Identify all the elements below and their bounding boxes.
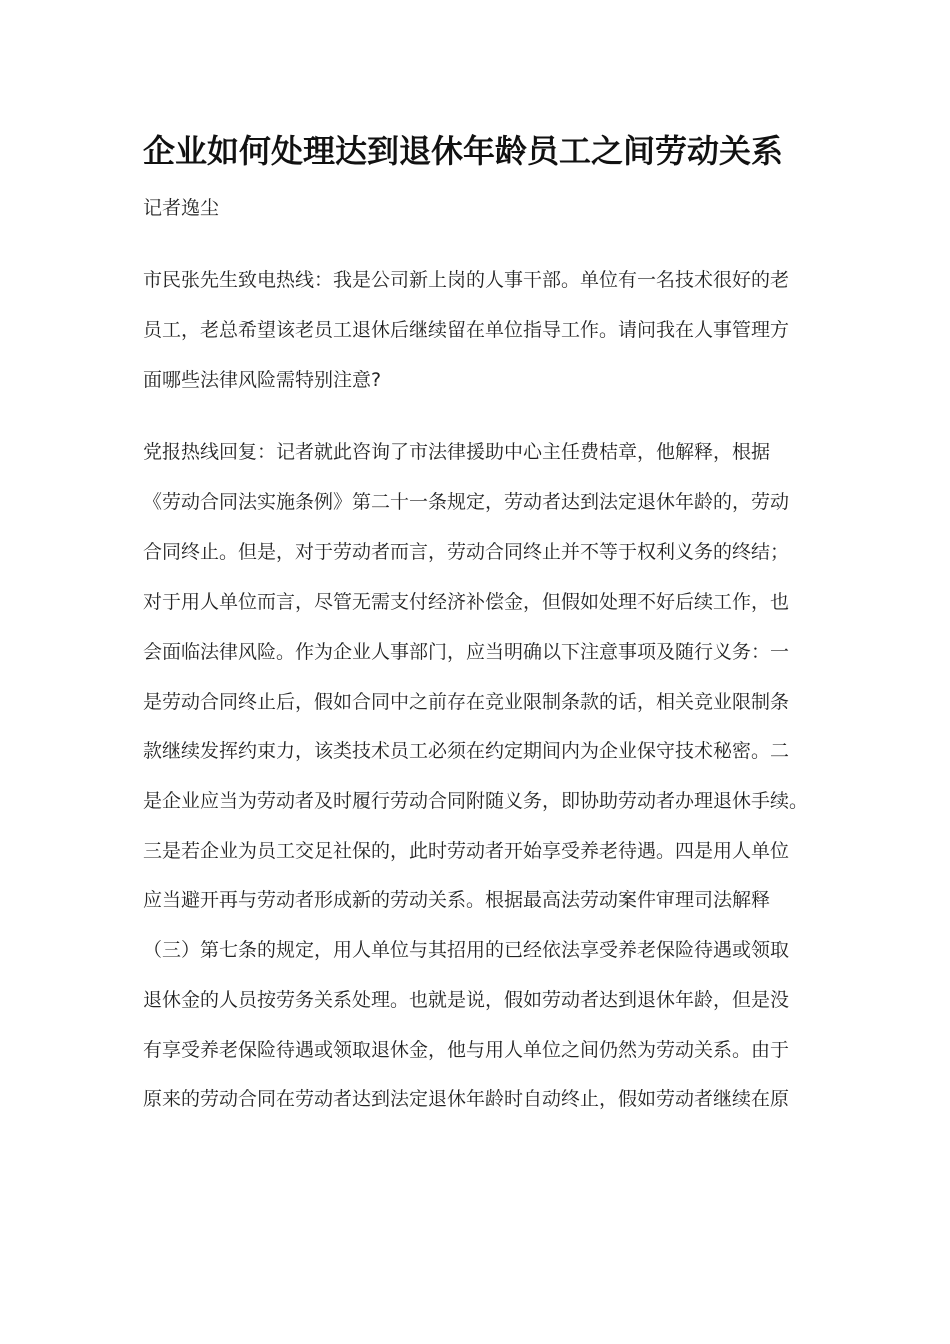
paragraph-2-line: （三）第七条的规定，用人单位与其招用的已经依法享受养老保险待遇或领取: [143, 939, 790, 961]
article-title: 企业如何处理达到退休年龄员工之间劳动关系: [143, 132, 784, 170]
paragraph-2-line: 合同终止。但是，对于劳动者而言，劳动合同终止并不等于权利义务的终结；: [143, 541, 790, 563]
paragraph-2-line: 《劳动合同法实施条例》第二十一条规定，劳动者达到法定退休年龄的，劳动: [143, 491, 790, 513]
paragraph-2-line: 原来的劳动合同在劳动者达到法定退休年龄时自动终止，假如劳动者继续在原: [143, 1088, 790, 1110]
paragraph-2-line: 党报热线回复：记者就此咨询了市法律援助中心主任费桔章，他解释，根据: [143, 441, 771, 463]
paragraph-2-line: 是企业应当为劳动者及时履行劳动合同附随义务，即协助劳动者办理退休手续。: [143, 790, 809, 812]
paragraph-1-line: 市民张先生致电热线：我是公司新上岗的人事干部。单位有一名技术很好的老: [143, 269, 790, 291]
paragraph-2-line: 是劳动合同终止后，假如合同中之前存在竞业限制条款的话，相关竞业限制条: [143, 691, 790, 713]
paragraph-2-line: 会面临法律风险。作为企业人事部门，应当明确以下注意事项及随行义务：一: [143, 641, 790, 663]
paragraph-2-line: 款继续发挥约束力，该类技术员工必须在约定期间内为企业保守技术秘密。二: [143, 740, 790, 762]
article-author: 记者逸尘: [143, 197, 220, 219]
paragraph-2-line: 应当避开再与劳动者形成新的劳动关系。根据最高法劳动案件审理司法解释: [143, 889, 771, 911]
paragraph-1-line: 面哪些法律风险需特别注意?: [143, 369, 382, 391]
paragraph-2-line: 对于用人单位而言，尽管无需支付经济补偿金，但假如处理不好后续工作，也: [143, 591, 790, 613]
paragraph-2-line: 有享受养老保险待遇或领取退休金，他与用人单位之间仍然为劳动关系。由于: [143, 1039, 790, 1061]
paragraph-2-line: 三是若企业为员工交足社保的，此时劳动者开始享受养老待遇。四是用人单位: [143, 840, 790, 862]
paragraph-2-line: 退休金的人员按劳务关系处理。也就是说，假如劳动者达到退休年龄，但是没: [143, 989, 790, 1011]
paragraph-1-line: 员工，老总希望该老员工退休后继续留在单位指导工作。请问我在人事管理方: [143, 319, 790, 341]
